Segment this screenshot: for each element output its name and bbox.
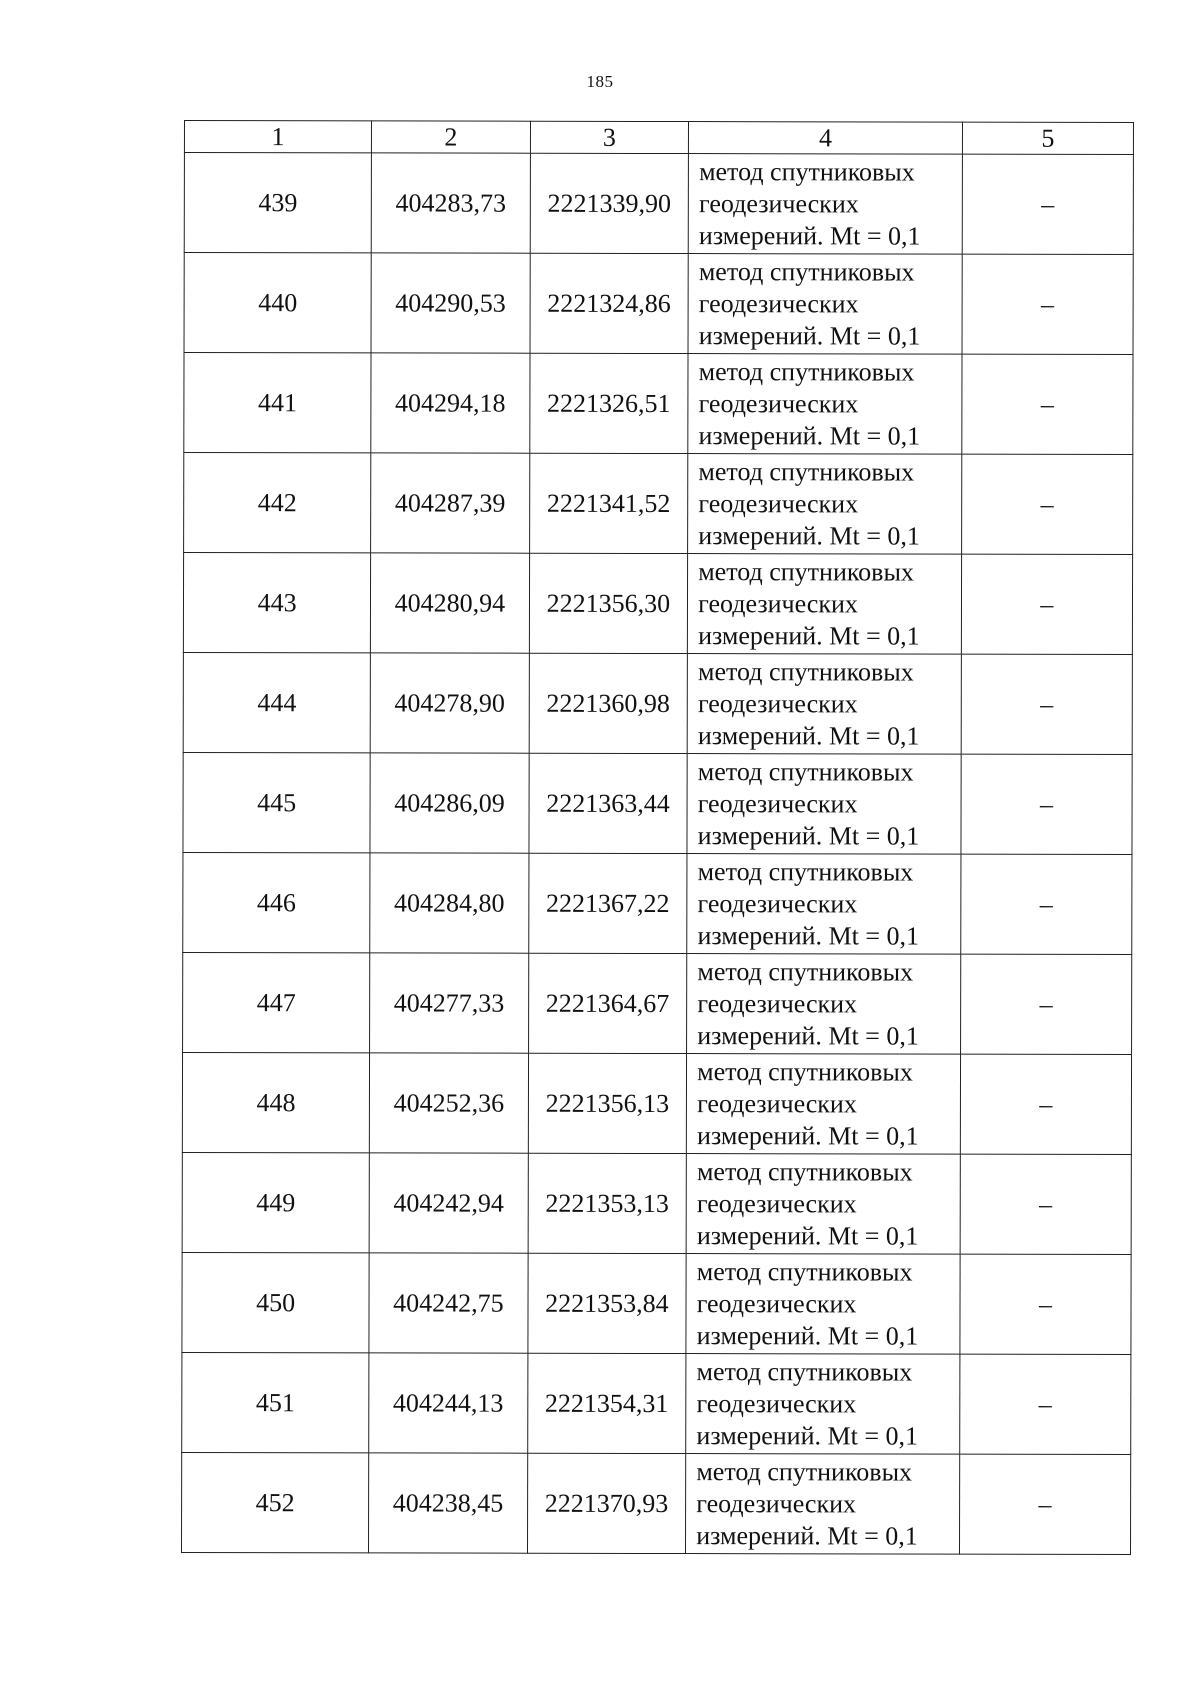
table-header-row xyxy=(184,121,1133,155)
table-row xyxy=(183,752,1132,854)
description-cell: – xyxy=(962,354,1133,454)
y-coordinate-cell: 2221353,84 xyxy=(528,1253,687,1353)
method-line-1: метод спутниковых xyxy=(698,656,914,687)
y-coordinate-cell: 2221324,86 xyxy=(530,253,689,353)
method-line-2: геодезических xyxy=(698,188,859,218)
method-cell xyxy=(688,554,962,655)
method-line-1: метод спутниковых xyxy=(699,156,915,187)
column-header-1: 1 xyxy=(184,121,371,153)
column-header-2: 2 xyxy=(372,121,530,153)
table-row xyxy=(183,652,1132,754)
method-line-3: измерений. Mt = 0,1 xyxy=(696,1420,919,1451)
description-cell: – xyxy=(960,954,1131,1054)
x-coordinate-cell: 404294,18 xyxy=(371,353,530,453)
method-line-1: метод спутниковых xyxy=(698,556,914,587)
y-coordinate-cell: 2221353,13 xyxy=(528,1153,687,1253)
method-cell xyxy=(686,1454,960,1555)
y-coordinate-cell: 2221339,90 xyxy=(530,153,689,253)
description-cell: – xyxy=(962,154,1133,254)
method-line-1: метод спутниковых xyxy=(696,1256,913,1287)
point-number-cell: 439 xyxy=(184,153,371,253)
description-cell: – xyxy=(961,554,1132,654)
point-number-cell: 442 xyxy=(184,453,371,553)
method-line-3: измерений. Mt = 0,1 xyxy=(697,820,920,851)
table-row xyxy=(182,1352,1131,1454)
method-line-2: геодезических xyxy=(696,1188,857,1218)
method-line-3: измерений. Mt = 0,1 xyxy=(698,520,920,551)
x-coordinate-cell: 404242,94 xyxy=(369,1153,528,1253)
method-cell xyxy=(688,154,962,255)
table-row xyxy=(181,1452,1130,1554)
method-line-2: геодезических xyxy=(698,288,859,318)
y-coordinate-cell: 2221370,93 xyxy=(527,1453,686,1553)
point-number-cell: 445 xyxy=(183,752,370,852)
table-row xyxy=(182,1252,1131,1354)
method-line-2: геодезических xyxy=(697,688,858,718)
method-line-1: метод спутниковых xyxy=(697,756,914,787)
method-line-2: геодезических xyxy=(697,788,858,818)
point-number-cell: 447 xyxy=(183,952,370,1052)
method-cell xyxy=(687,754,961,855)
table-row xyxy=(182,1052,1131,1154)
point-number-cell: 444 xyxy=(183,652,370,752)
method-line-3: измерений. Mt = 0,1 xyxy=(697,720,920,751)
description-cell: – xyxy=(960,1254,1131,1354)
point-number-cell: 449 xyxy=(182,1152,369,1252)
method-line-1: метод спутниковых xyxy=(696,1456,913,1487)
point-number-cell: 452 xyxy=(181,1452,368,1552)
method-line-1: метод спутниковых xyxy=(698,356,915,387)
table-body xyxy=(181,153,1133,1555)
point-number-cell: 446 xyxy=(183,852,370,952)
y-coordinate-cell: 2221354,31 xyxy=(527,1353,686,1453)
method-line-2: геодезических xyxy=(696,1488,857,1518)
x-coordinate-cell: 404278,90 xyxy=(370,653,529,753)
column-header-5: 5 xyxy=(962,122,1133,154)
method-line-2: геодезических xyxy=(697,1088,857,1118)
method-line-3: измерений. Mt = 0,1 xyxy=(698,420,921,451)
method-cell xyxy=(688,454,962,555)
method-line-2: геодезических xyxy=(697,988,858,1018)
x-coordinate-cell: 404238,45 xyxy=(369,1453,528,1553)
y-coordinate-cell: 2221363,44 xyxy=(529,753,688,853)
y-coordinate-cell: 2221356,30 xyxy=(529,553,688,653)
column-header-3: 3 xyxy=(530,121,689,153)
method-line-2: геодезических xyxy=(698,588,858,618)
description-cell: – xyxy=(960,1354,1131,1454)
table-row xyxy=(182,1152,1131,1254)
method-line-2: геодезических xyxy=(696,1388,857,1418)
method-cell xyxy=(686,1154,960,1255)
method-line-3: измерений. Mt = 0,1 xyxy=(697,1120,919,1151)
method-line-1: метод спутниковых xyxy=(697,856,914,887)
point-number-cell: 450 xyxy=(182,1252,369,1352)
table-row xyxy=(183,852,1132,954)
method-line-1: метод спутниковых xyxy=(696,1156,913,1187)
method-line-2: геодезических xyxy=(696,1288,857,1318)
method-line-3: измерений. Mt = 0,1 xyxy=(697,920,920,951)
method-line-3: измерений. Mt = 0,1 xyxy=(698,220,921,251)
page-number: 185 xyxy=(586,72,614,91)
method-line-1: метод спутниковых xyxy=(697,956,914,987)
description-cell: – xyxy=(961,654,1132,754)
method-line-3: измерений. Mt = 0,1 xyxy=(698,320,921,351)
x-coordinate-cell: 404286,09 xyxy=(370,753,529,853)
method-line-3: измерений. Mt = 0,1 xyxy=(696,1220,919,1251)
method-cell xyxy=(687,654,961,755)
y-coordinate-cell: 2221360,98 xyxy=(529,653,688,753)
y-coordinate-cell: 2221326,51 xyxy=(529,353,688,453)
method-line-2: геодезических xyxy=(698,488,859,518)
method-line-2: геодезических xyxy=(698,388,859,418)
x-coordinate-cell: 404280,94 xyxy=(371,553,530,653)
table-row xyxy=(184,153,1133,255)
x-coordinate-cell: 404242,75 xyxy=(369,1253,528,1353)
method-cell xyxy=(687,854,961,955)
method-cell xyxy=(688,354,962,455)
method-line-3: измерений. Mt = 0,1 xyxy=(697,1020,919,1051)
description-cell: – xyxy=(960,1054,1131,1154)
coordinates-table xyxy=(181,120,1134,1555)
column-header-4: 4 xyxy=(689,122,963,155)
y-coordinate-cell: 2221367,22 xyxy=(528,853,687,953)
method-line-2: геодезических xyxy=(697,888,858,918)
y-coordinate-cell: 2221356,13 xyxy=(528,1053,687,1153)
description-cell: – xyxy=(961,454,1132,554)
description-cell: – xyxy=(961,754,1132,854)
x-coordinate-cell: 404277,33 xyxy=(370,953,529,1053)
point-number-cell: 448 xyxy=(182,1052,369,1152)
x-coordinate-cell: 404283,73 xyxy=(371,153,530,253)
method-cell xyxy=(687,954,961,1055)
method-cell xyxy=(688,254,962,355)
method-line-1: метод спутниковых xyxy=(697,1056,913,1087)
table-row xyxy=(184,253,1133,355)
table-row xyxy=(184,353,1133,455)
method-cell xyxy=(686,1354,960,1455)
method-line-1: метод спутниковых xyxy=(696,1356,913,1387)
x-coordinate-cell: 404290,53 xyxy=(371,253,530,353)
method-cell xyxy=(686,1254,960,1355)
method-line-3: измерений. Mt = 0,1 xyxy=(698,620,920,651)
method-line-3: измерений. Mt = 0,1 xyxy=(696,1320,919,1351)
y-coordinate-cell: 2221341,52 xyxy=(529,453,688,553)
method-cell xyxy=(687,1054,961,1155)
x-coordinate-cell: 404252,36 xyxy=(370,1053,529,1153)
x-coordinate-cell: 404287,39 xyxy=(371,453,530,553)
y-coordinate-cell: 2221364,67 xyxy=(528,953,687,1053)
x-coordinate-cell: 404244,13 xyxy=(369,1353,528,1453)
table-row xyxy=(183,553,1132,655)
x-coordinate-cell: 404284,80 xyxy=(370,853,529,953)
method-line-1: метод спутниковых xyxy=(698,256,915,287)
description-cell: – xyxy=(959,1454,1130,1554)
description-cell: – xyxy=(961,854,1132,954)
table-row xyxy=(184,453,1133,555)
description-cell: – xyxy=(960,1154,1131,1254)
table-row xyxy=(183,952,1132,1054)
point-number-cell: 440 xyxy=(184,253,371,353)
method-line-3: измерений. Mt = 0,1 xyxy=(696,1520,918,1551)
point-number-cell: 443 xyxy=(183,553,370,653)
description-cell: – xyxy=(962,254,1133,354)
point-number-cell: 441 xyxy=(184,353,371,453)
method-line-1: метод спутниковых xyxy=(698,456,915,487)
point-number-cell: 451 xyxy=(182,1352,369,1452)
